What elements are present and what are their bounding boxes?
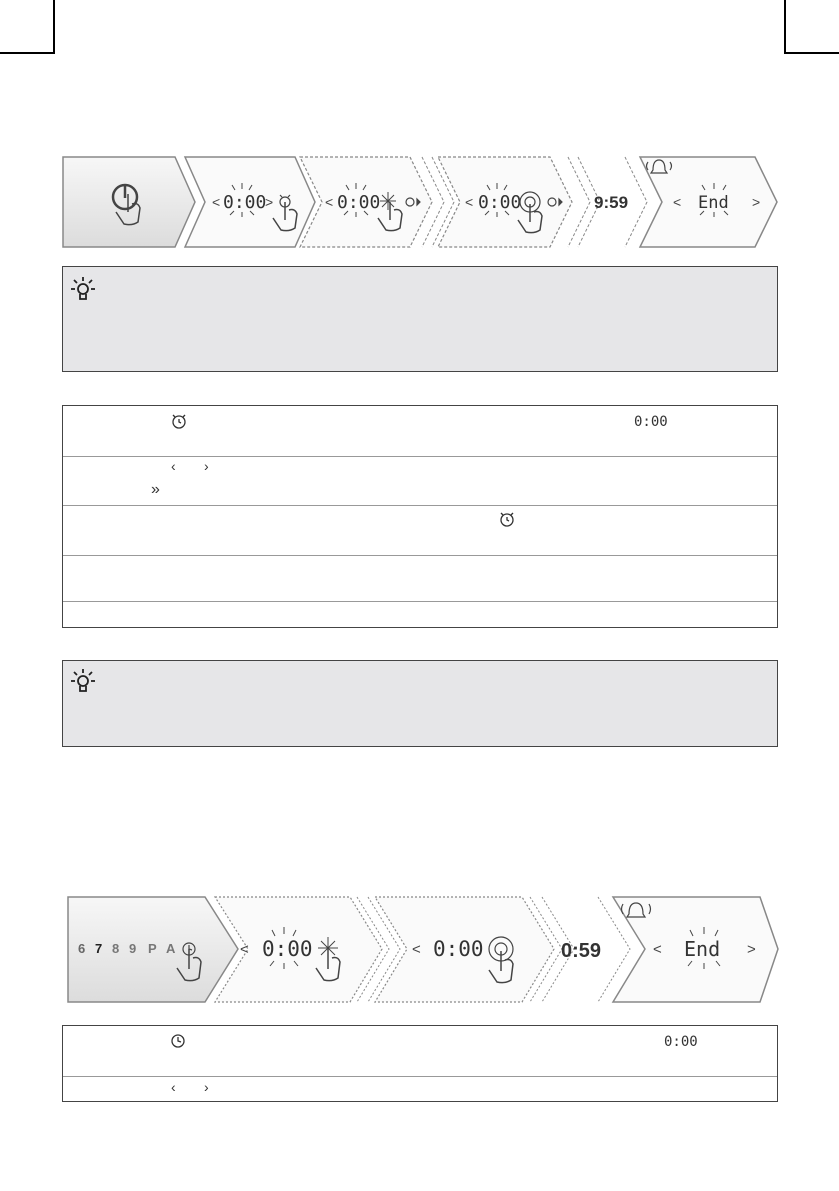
svg-text:<: < bbox=[240, 941, 249, 958]
svg-text:<: < bbox=[412, 941, 421, 958]
tip-box bbox=[62, 266, 778, 372]
display-value: 0:00 bbox=[664, 1034, 698, 1050]
svg-text:<: < bbox=[465, 194, 474, 210]
table-row bbox=[63, 456, 777, 457]
chevron-right-icon: › bbox=[204, 458, 209, 474]
crop-mark-top-left bbox=[0, 52, 55, 54]
svg-text:>: > bbox=[265, 194, 274, 210]
svg-text:<: < bbox=[212, 194, 221, 210]
step-power-panel bbox=[63, 157, 195, 247]
svg-text:>: > bbox=[752, 194, 761, 210]
tip-box bbox=[62, 660, 778, 747]
program-digit: 7 bbox=[95, 941, 103, 956]
program-digit: P bbox=[148, 941, 157, 956]
timer-value: 0:59 bbox=[561, 940, 602, 962]
alarm-sequence-diagram bbox=[60, 152, 780, 252]
table-row bbox=[63, 601, 777, 602]
clock-icon bbox=[170, 1033, 186, 1049]
chevron-right-icon: › bbox=[204, 1079, 209, 1095]
chevron-left-icon: ‹ bbox=[171, 1079, 176, 1095]
display-value: 0:00 bbox=[433, 937, 484, 961]
tap-sparkle-icon bbox=[380, 192, 396, 210]
program-digit: 8 bbox=[112, 941, 120, 956]
svg-text:<: < bbox=[673, 194, 682, 210]
chevron-left-icon: ‹ bbox=[171, 458, 176, 474]
table-row bbox=[63, 505, 777, 506]
program-digit: 9 bbox=[129, 941, 137, 956]
svg-text:>: > bbox=[747, 941, 756, 958]
crop-mark-top-left-v bbox=[53, 0, 55, 54]
display-value: 0:00 bbox=[337, 192, 381, 213]
crop-mark-top-right-v bbox=[784, 0, 786, 54]
display-value: 0:00 bbox=[634, 414, 668, 430]
display-value: 0:00 bbox=[223, 192, 267, 213]
double-chevron-icon: » bbox=[151, 481, 160, 498]
alarm-clock-icon bbox=[170, 412, 188, 430]
crop-mark-top-right bbox=[784, 52, 839, 54]
svg-text:<: < bbox=[653, 941, 662, 958]
instruction-table bbox=[62, 405, 778, 628]
table-row bbox=[63, 555, 777, 556]
svg-text:<: < bbox=[325, 194, 334, 210]
timer-value: 9:59 bbox=[594, 193, 629, 212]
lightbulb-icon bbox=[67, 667, 99, 699]
display-value: 0:00 bbox=[262, 937, 313, 961]
lightbulb-icon bbox=[67, 275, 99, 307]
instruction-table bbox=[62, 1025, 778, 1102]
timer-sequence-diagram bbox=[60, 892, 780, 1007]
program-digit: 6 bbox=[78, 941, 86, 956]
display-value: 0:00 bbox=[478, 192, 522, 213]
program-digit: A bbox=[166, 941, 176, 956]
table-row bbox=[63, 1076, 777, 1077]
end-label: End bbox=[684, 937, 721, 961]
end-label: End bbox=[698, 193, 729, 213]
alarm-clock-icon bbox=[498, 510, 516, 528]
